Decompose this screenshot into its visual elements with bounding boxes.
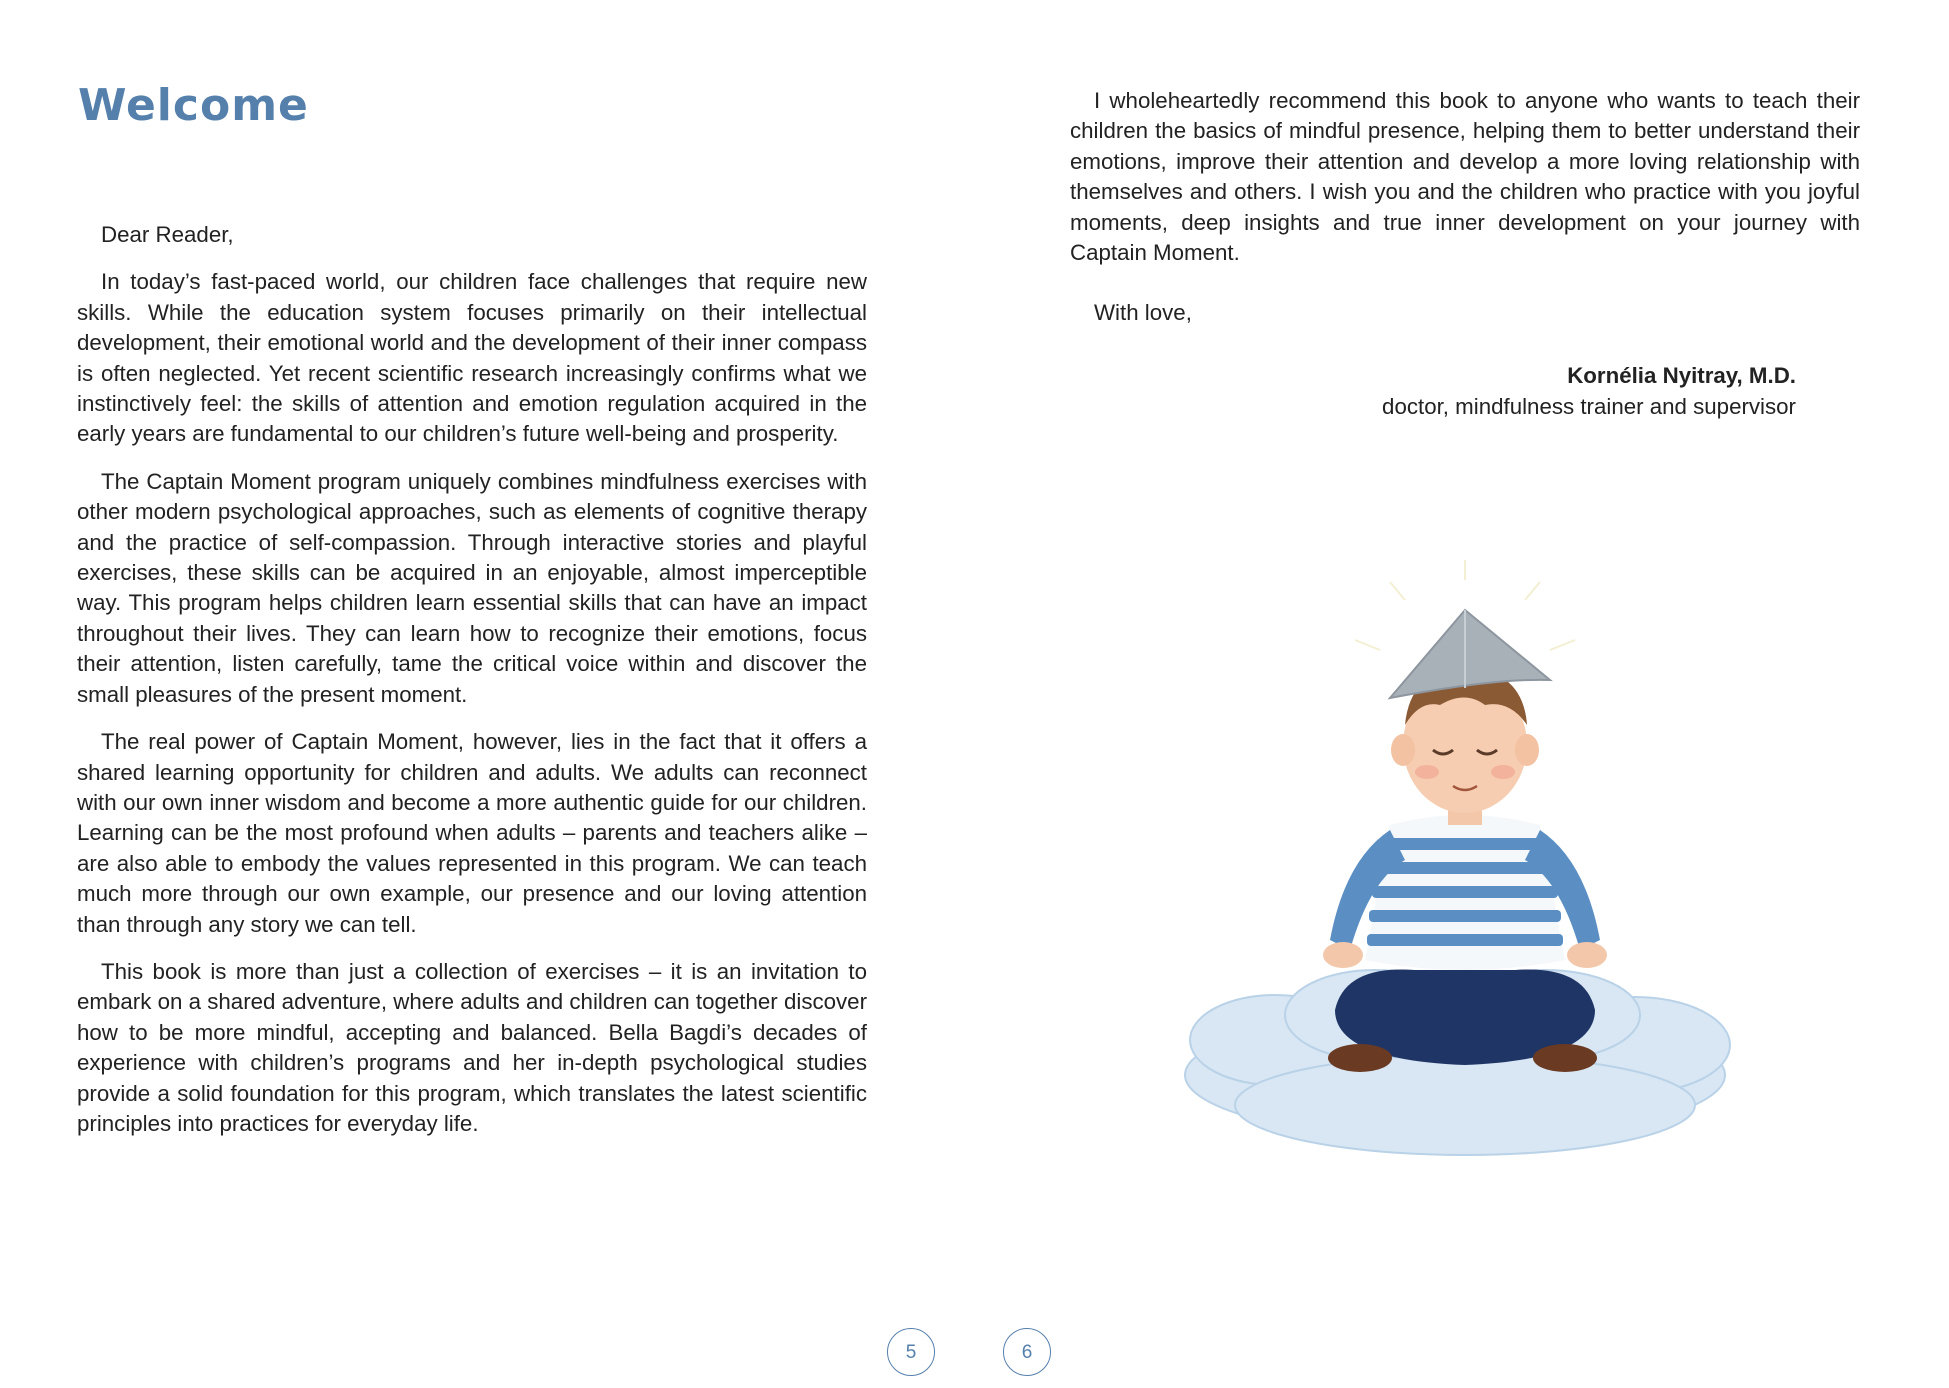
signature-name: Kornélia Nyitray, M.D. <box>1567 363 1796 388</box>
paragraph: I wholeheartedly recommend this book to anyone who wants to teach their children the basics of mindful presence, helping them to better understand their emotions, improve their attention and develop a more loving relationship with themselves and others. I wish you and the children who practice with you joyful moments, deep insights and true inner development on your journey with Captain Moment. <box>1070 88 1860 266</box>
shoe-left <box>1328 1044 1392 1072</box>
ear-left <box>1391 734 1415 766</box>
closing: With love, <box>1094 300 1192 326</box>
signature-role: doctor, mindfulness trainer and supervisor <box>1382 394 1796 419</box>
salutation: Dear Reader, <box>101 222 234 247</box>
page-title: Welcome <box>78 80 309 131</box>
paragraph: The Captain Moment program uniquely combines mindfulness exercises with other modern psychological approaches, such as elements of cognitive therapy and the practice of self-compassion. Through interactive stories and playful exercises, these skills can be acquired in an enjoyable, almost imperceptible way. This program helps children learn essential skills that can have an impact throughout their lives. They can learn how to recognize their emotions, focus their attention, listen carefully, tame the critical voice within and discover the small pleasures of the present moment. <box>77 468 867 707</box>
cheek-left <box>1415 765 1439 779</box>
paragraph: The real power of Captain Moment, however, lies in the fact that it offers a shared learning opportunity for children and adults. We adults can reconnect with our own inner wisdom and become a more authentic guide for our children. Learning can be the most profound when adults – parents and teachers alike – are also able to embody the values represented in this program. We can teach much more through our own example, our presence and our loving attention than through any story we can tell. <box>77 729 867 937</box>
signature-block <box>1382 360 1796 422</box>
ear-right <box>1515 734 1539 766</box>
paragraph: This book is more than just a collection of exercises – it is an invitation to embark on a shared adventure, where adults and children can together discover how to be more mindful, accepting and balanced. Bella Bagdi’s decades of experience with children’s programs and her in-depth psychological studies provide a solid foundation for this program, which translates the latest scientific principles into practices for everyday life. <box>77 958 867 1136</box>
page-number-left: 5 <box>887 1328 935 1376</box>
hand-left <box>1323 942 1363 968</box>
hand-right <box>1567 942 1607 968</box>
striped-shirt <box>1330 815 1600 970</box>
letter-body-continued <box>1070 86 1860 346</box>
page-number-right: 6 <box>1003 1328 1051 1376</box>
left-page <box>0 0 974 1388</box>
shoe-right <box>1533 1044 1597 1072</box>
letter-body <box>77 220 867 1156</box>
paper-hat <box>1390 610 1550 698</box>
boy-meditating-illustration <box>1165 560 1745 1170</box>
paragraph: In today’s fast-paced world, our children face challenges that require new skills. While the education system focuses primarily on their intellectual development, their emotional world and the development of their inner compass is often neglected. Yet recent scientific research increasingly confirms what we instinctively feel: the skills of attention and emotion regulation acquired in the early years are fundamental to our children’s future well-being and prosperity. <box>77 269 867 447</box>
cheek-right <box>1491 765 1515 779</box>
